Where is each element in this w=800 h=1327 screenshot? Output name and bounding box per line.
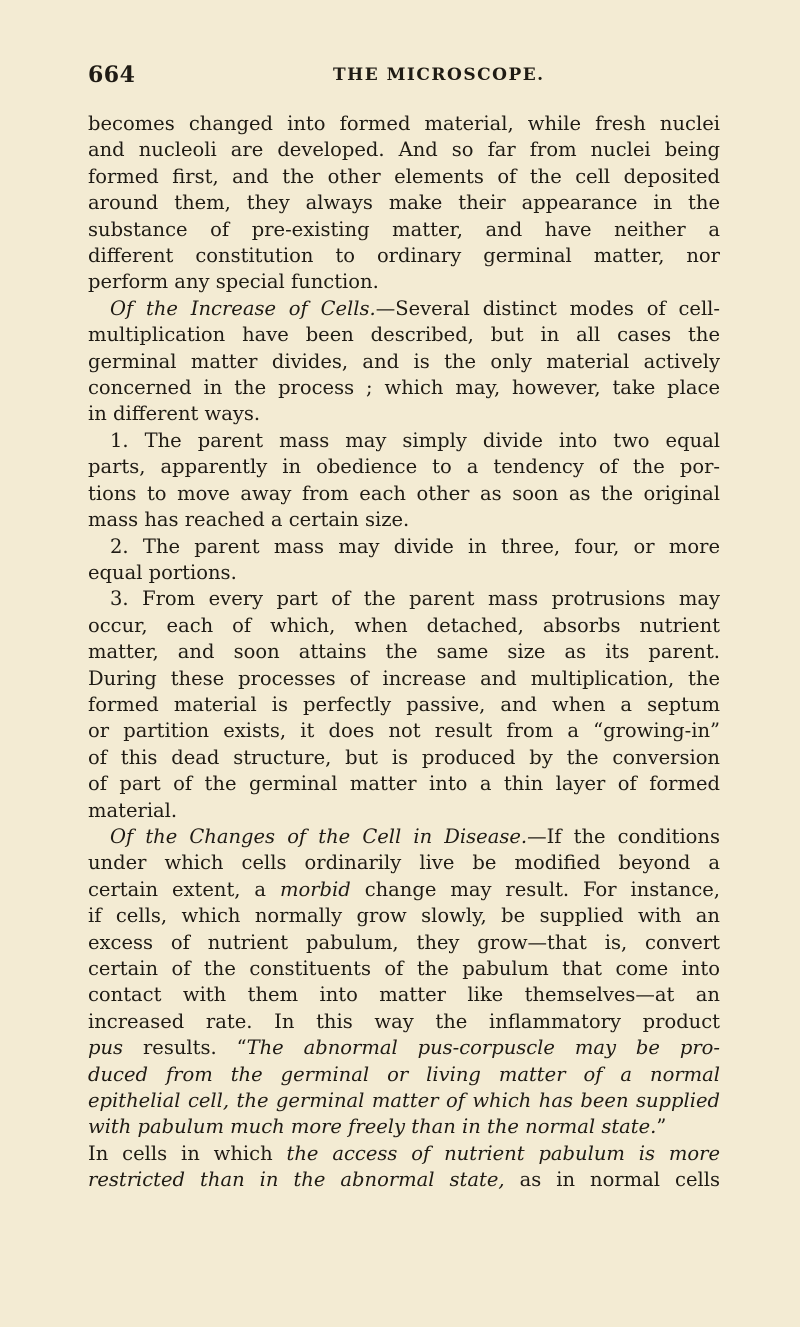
text-line bbox=[88, 322, 720, 348]
text-span: contact with them into matter like themselves—at an bbox=[88, 983, 720, 1007]
text-line bbox=[88, 296, 720, 322]
text-line bbox=[88, 1167, 720, 1193]
text-line bbox=[88, 401, 720, 427]
text-span: multiplication have been described, but in all cases the bbox=[88, 323, 720, 347]
text-line bbox=[88, 982, 720, 1008]
text-line bbox=[88, 534, 720, 560]
text-line bbox=[88, 1009, 720, 1035]
text-line bbox=[88, 137, 720, 163]
text-span: and nucleoli are developed. And so far from nuclei being bbox=[88, 138, 720, 162]
text-line bbox=[88, 190, 720, 216]
italic-text: Of the Increase of Cells. bbox=[110, 296, 376, 320]
text-span: germinal matter divides, and is the only material actively bbox=[88, 349, 720, 373]
text-span: substance of pre-existing matter, and have neither a bbox=[88, 217, 720, 241]
text-line bbox=[88, 560, 720, 586]
text-line bbox=[88, 428, 720, 454]
text-span: 3. From every part of the parent mass protrusions may bbox=[110, 587, 720, 611]
text-line bbox=[88, 639, 720, 665]
text-line bbox=[88, 1141, 720, 1167]
text-span: perform any special function. bbox=[88, 270, 379, 294]
text-span: —Several distinct modes of cell- bbox=[375, 296, 720, 320]
text-span: formed material is perfectly passive, and when a septum bbox=[88, 692, 720, 716]
text-line bbox=[88, 217, 720, 243]
text-span: equal portions. bbox=[88, 560, 237, 584]
text-line bbox=[88, 877, 720, 903]
text-span: of part of the germinal matter into a thin layer of formed bbox=[88, 772, 720, 796]
text-line bbox=[88, 718, 720, 744]
text-span: of this dead structure, but is produced by the conversion bbox=[88, 745, 720, 769]
text-span: parts, apparently in obedience to a tendency of the por- bbox=[88, 455, 720, 479]
page-header bbox=[88, 62, 713, 92]
text-span: or partition exists, it does not result from a “growing-in” bbox=[88, 719, 720, 743]
text-line bbox=[88, 1088, 720, 1114]
text-span: under which cells ordinarily live be modified beyond a bbox=[88, 851, 720, 875]
text-span: certain extent, a bbox=[88, 877, 280, 901]
text-line bbox=[88, 454, 720, 480]
text-line bbox=[88, 375, 720, 401]
text-span: During these processes of increase and multiplication, the bbox=[88, 666, 720, 690]
text-line bbox=[88, 481, 720, 507]
text-line bbox=[88, 1062, 720, 1088]
text-span: change may result. For instance, bbox=[350, 877, 720, 901]
italic-text: The abnormal pus-corpuscle may be pro- bbox=[246, 1036, 720, 1060]
text-span: around them, they always make their appearance in the bbox=[88, 191, 720, 215]
page-number: 664 bbox=[88, 62, 136, 88]
text-line bbox=[88, 745, 720, 771]
text-span: certain of the constituents of the pabulum that come into bbox=[88, 957, 720, 980]
text-line bbox=[88, 1035, 720, 1061]
italic-text: duced from the germinal or living matter of a normal bbox=[88, 1062, 720, 1086]
text-span: occur, each of which, when detached, absorbs nutrient bbox=[88, 613, 720, 637]
text-line bbox=[88, 850, 720, 876]
text-line bbox=[88, 164, 720, 190]
text-line bbox=[88, 824, 720, 850]
text-span: as in normal cells bbox=[504, 1168, 720, 1192]
text-span: ” bbox=[656, 1115, 667, 1139]
text-span: 1. The parent mass may simply divide into two equal bbox=[110, 428, 720, 452]
italic-text: the access of nutrient pabulum is more bbox=[286, 1141, 720, 1165]
text-span: excess of nutrient pabulum, they grow—that is, convert bbox=[88, 930, 720, 954]
text-line bbox=[88, 692, 720, 718]
body-text bbox=[88, 111, 720, 1194]
text-line bbox=[88, 243, 720, 269]
text-line bbox=[88, 771, 720, 797]
text-span: increased rate. In this way the inflammatory product bbox=[88, 1009, 720, 1033]
text-span: formed first, and the other elements of the cell deposited bbox=[88, 164, 720, 188]
text-span: becomes changed into formed material, while fresh nuclei bbox=[88, 112, 720, 135]
text-line bbox=[88, 903, 720, 929]
text-span: results. “ bbox=[123, 1036, 247, 1060]
text-line bbox=[88, 613, 720, 639]
text-line bbox=[88, 798, 720, 824]
running-head: THE MICROSCOPE. bbox=[333, 65, 545, 85]
italic-text: morbid bbox=[280, 877, 351, 901]
text-span: tions to move away from each other as soon as the original bbox=[88, 481, 720, 505]
text-line bbox=[88, 349, 720, 375]
italic-text: Of the Changes of the Cell in Disease. bbox=[110, 824, 528, 848]
text-line bbox=[88, 507, 720, 533]
text-span: different constitution to ordinary germinal matter, nor bbox=[88, 244, 720, 268]
text-span: matter, and soon attains the same size as its parent. bbox=[88, 640, 720, 664]
text-span: concerned in the process ; which may, however, take place bbox=[88, 376, 720, 400]
text-span: if cells, which normally grow slowly, be supplied with an bbox=[88, 904, 720, 928]
text-span: 2. The parent mass may divide in three, four, or more bbox=[110, 534, 720, 558]
italic-text: restricted than in the abnormal state, bbox=[88, 1168, 505, 1192]
italic-text: pus bbox=[88, 1036, 124, 1060]
italic-text: epithelial cell, the germinal matter of which has been supplied bbox=[88, 1089, 720, 1113]
text-span: mass has reached a certain size. bbox=[88, 508, 410, 532]
text-line bbox=[88, 930, 720, 956]
text-line bbox=[88, 111, 720, 137]
text-span: In cells in which bbox=[88, 1141, 287, 1165]
italic-text: with pabulum much more freely than in the normal state. bbox=[88, 1115, 657, 1139]
text-line bbox=[88, 666, 720, 692]
text-line bbox=[88, 956, 720, 982]
text-line bbox=[88, 586, 720, 612]
text-line bbox=[88, 269, 720, 295]
text-span: material. bbox=[88, 798, 178, 822]
text-line bbox=[88, 1114, 720, 1140]
text-span: in different ways. bbox=[88, 402, 261, 426]
text-span: —If the conditions bbox=[527, 824, 720, 848]
